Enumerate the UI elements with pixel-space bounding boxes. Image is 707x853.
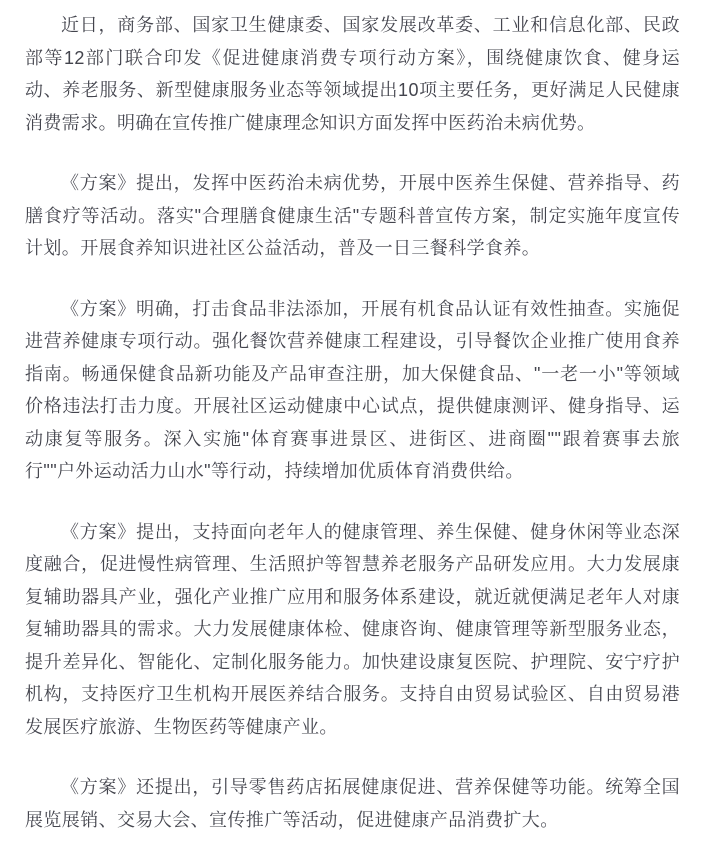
paragraph-intro: 近日，商务部、国家卫生健康委、国家发展改革委、工业和信息化部、民政部等12部门联合印发《促进健康消费专项行动方案》，围绕健康饮食、健身运动、养老服务、新型健康服务业态等领域提出10项主要任务，更好满足人民健康消费需求。明确在宣传推广健康理念知识方面发挥中医药治未病优势。 <box>25 15 680 133</box>
paragraph-tcm-nutrition: 《方案》提出，发挥中医药治未病优势，开展中医养生保健、营养指导、药膳食疗等活动。落实"合理膳食健康生活"专题科普宣传方案，制定实施年度宣传计划。开展食养知识进社区公益活动，普及一日三餐科学食养。 <box>25 173 680 258</box>
paragraph-elderly-health: 《方案》提出，支持面向老年人的健康管理、养生保健、健身休闲等业态深度融合，促进慢性病管理、生活照护等智慧养老服务产品研发应用。大力发展康复辅助器具产业，强化产业推广应用和服务体系建设，就近就便满足老年人对康复辅助器具的需求。大力发展健康体检、健康咨询、健康管理等新型服务业态，提升差异化、智能化、定制化服务能力。加快建设康复医院、护理院、安宁疗护机构，支持医疗卫生机构开展医养结合服务。支持自由贸易试验区、自由贸易港发展医疗旅游、生物医药等健康产业。 <box>25 521 680 737</box>
paragraph-food-sports: 《方案》明确，打击食品非法添加，开展有机食品认证有效性抽查。实施促进营养健康专项行动。强化餐饮营养健康工程建设，引导餐饮企业推广使用食养指南。畅通保健食品新功能及产品审查注册，加大保健食品、"一老一小"等领域价格违法打击力度。开展社区运动健康中心试点，提供健康测评、健身指导、运动康复等服务。深入实施"体育赛事进景区、进街区、进商圈""跟着赛事去旅行""户外运动活力山水"等行动，持续增加优质体育消费供给。 <box>25 298 680 481</box>
paragraph-retail-pharmacy: 《方案》还提出，引导零售药店拓展健康促进、营养保健等功能。统筹全国展览展销、交易大会、宣传推广等活动，促进健康产品消费扩大。 <box>25 777 680 830</box>
